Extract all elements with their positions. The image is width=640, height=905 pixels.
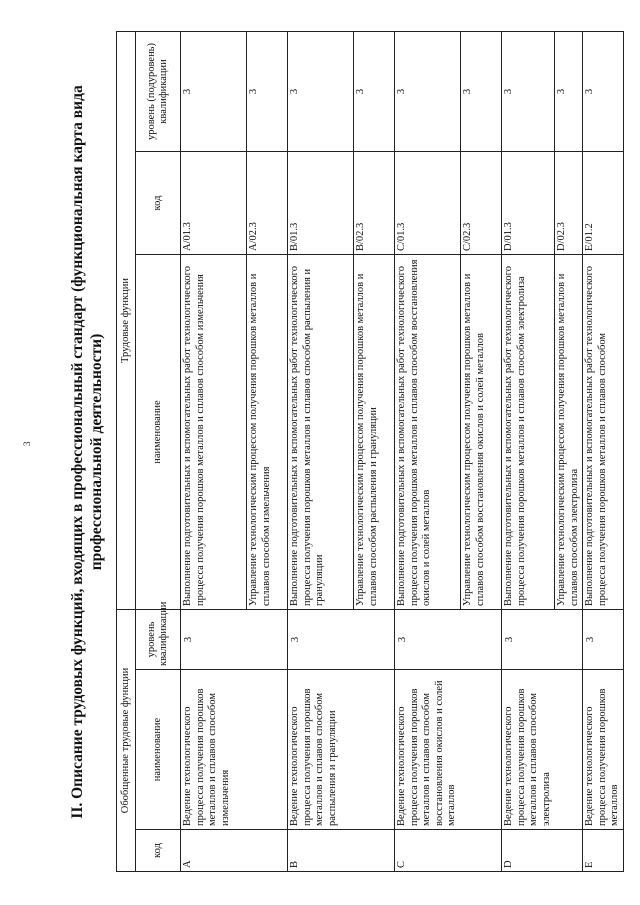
table-row [181, 31, 247, 871]
header-row-1 [117, 31, 136, 871]
group-code: D [502, 830, 583, 872]
function-name: Управление технологическим процессом получения порошков металлов и сплавов способом измельчения [247, 255, 288, 610]
function-code: D/01.3 [502, 152, 555, 255]
group-code: B [288, 830, 395, 872]
title-line-2: профессиональной деятельности) [88, 333, 105, 571]
function-level: 3 [247, 31, 288, 151]
header-qualification-level: уровень квалификации [136, 610, 181, 670]
header-function-level: уровень (подуровень) квалификации [136, 31, 181, 151]
page-number: 3 [22, 441, 32, 446]
group-name: Ведение технологического процесса получения порошков металлов и сплавов способом электролиза [502, 670, 583, 830]
table-row [395, 31, 461, 871]
rotated-page-content [68, 32, 640, 872]
table-row [583, 31, 624, 871]
header-name: наименование [136, 670, 181, 830]
function-code: C/02.3 [461, 152, 502, 255]
function-level: 3 [583, 31, 624, 151]
header-generalized-functions: Обобщенные трудовые функции [117, 610, 136, 872]
header-function-name: наименование [136, 255, 181, 610]
header-function-code: код [136, 152, 181, 255]
function-level: 3 [181, 31, 247, 151]
function-name: Управление технологическим процессом получения порошков металлов и сплавов способом восстановления окислов и солей металлов [461, 255, 502, 610]
function-name: Выполнение подготовительных и вспомогательных работ технологического процесса получения порошков металлов и сплавов способом восстановления окислов и солей металлов [395, 255, 461, 610]
function-name: Выполнение подготовительных и вспомогательных работ технологического процесса получения порошков металлов и сплавов способом распыления и грануляции [288, 255, 354, 610]
function-code: E/01.2 [583, 152, 624, 255]
group-level: 3 [583, 610, 624, 670]
function-name: Выполнение подготовительных и вспомогательных работ технологического процесса получения порошков металлов и сплавов способом электролиза [502, 255, 555, 610]
page-title [68, 32, 108, 872]
table-row [288, 31, 354, 871]
group-name: Ведение технологического процесса получения порошков металлов и сплавов способом распыления и грануляции [288, 670, 395, 830]
title-line-1: II. Описание трудовых функций, входящих в профессиональный стандарт (функциональная карта вида [69, 85, 86, 819]
group-level: 3 [181, 610, 288, 670]
function-code: B/01.3 [288, 152, 354, 255]
group-level: 3 [288, 610, 395, 670]
function-level: 3 [354, 31, 395, 151]
group-code: C [395, 830, 502, 872]
function-level: 3 [502, 31, 555, 151]
header-row-2 [136, 31, 181, 871]
function-level: 3 [461, 31, 502, 151]
group-name: Ведение технологического процесса получения порошков металлов и сплавов способом измельчения [181, 670, 288, 830]
function-code: A/01.3 [181, 152, 247, 255]
group-code: E [583, 830, 624, 872]
function-level: 3 [555, 31, 583, 151]
header-labor-functions: Трудовые функции [117, 31, 136, 609]
functional-map-table [116, 31, 624, 872]
header-code: код [136, 830, 181, 872]
group-level: 3 [395, 610, 502, 670]
function-code: A/02.3 [247, 152, 288, 255]
group-name: Ведение технологического процесса получения порошков металлов и сплавов способом восстановления окислов и солей металлов [395, 670, 502, 830]
function-name: Управление технологическим процессом получения порошков металлов и сплавов способом распыления и грануляции [354, 255, 395, 610]
function-name: Выполнение подготовительных и вспомогательных работ технологического процесса получения порошков металлов и сплавов способом [583, 255, 624, 610]
function-level: 3 [288, 31, 354, 151]
table-row [502, 31, 555, 871]
group-level: 3 [502, 610, 583, 670]
group-name: Ведение технологического процесса получения порошков металлов [583, 670, 624, 830]
function-code: D/02.3 [555, 152, 583, 255]
function-name: Управление технологическим процессом получения порошков металлов и сплавов способом электролиза [555, 255, 583, 610]
group-code: A [181, 830, 288, 872]
function-name: Выполнение подготовительных и вспомогательных работ технологического процесса получения порошков металлов и сплавов способом измельчения [181, 255, 247, 610]
function-code: B/02.3 [354, 152, 395, 255]
function-level: 3 [395, 31, 461, 151]
function-code: C/01.3 [395, 152, 461, 255]
